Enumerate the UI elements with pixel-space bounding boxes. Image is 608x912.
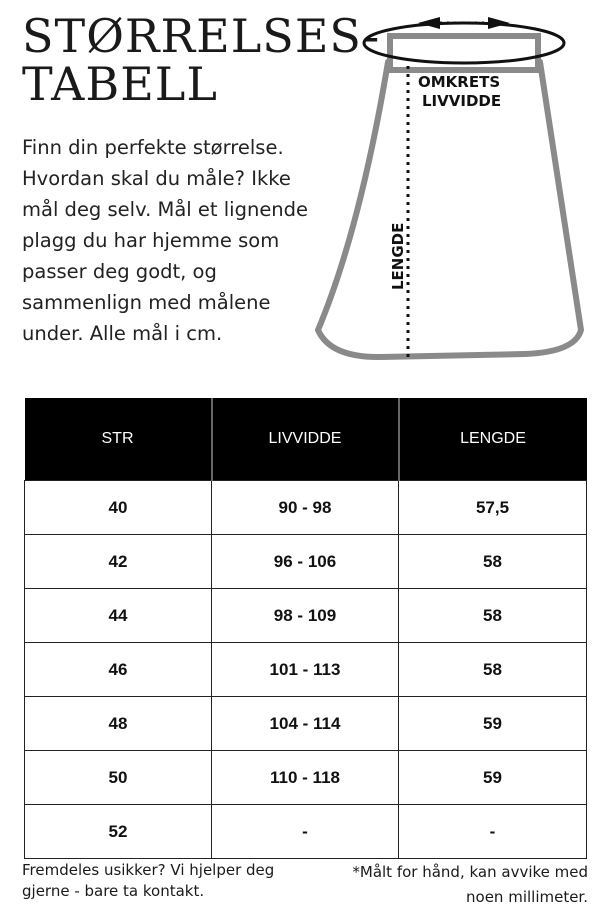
waistband — [390, 36, 538, 70]
intro-text: Finn din perfekte størrelse. Hvordan skal du måle? Ikke mål deg selv. Mål et lignende plagg du har hjemme som passer deg godt, og sammenlign med målene under. Alle mål i cm. — [22, 136, 309, 345]
cell-size: 46 — [25, 643, 212, 697]
cell-waist: 101 - 113 — [212, 643, 399, 697]
cell-size: 40 — [25, 481, 212, 535]
label-circumference: OMKRETS — [418, 73, 501, 91]
measurement-disclaimer: *Målt for hånd, kan avvike med noen millimeter. — [352, 863, 588, 906]
cell-length: 58 — [399, 589, 587, 643]
cell-size: 44 — [25, 589, 212, 643]
cell-length: - — [399, 805, 587, 859]
cell-waist: - — [212, 805, 399, 859]
header-size: STR — [25, 398, 212, 481]
cell-length: 59 — [399, 751, 587, 805]
table-row — [25, 697, 587, 751]
table-header-row — [25, 398, 587, 481]
table-row — [25, 535, 587, 589]
label-length: LENGDE — [389, 222, 407, 290]
page-title-line-2: TABELL — [22, 57, 218, 111]
cell-waist: 110 - 118 — [212, 751, 399, 805]
right-arrow-icon — [488, 17, 510, 29]
help-note: Fremdeles usikker? Vi hjelper deg gjerne - bare ta kontakt. — [22, 861, 275, 900]
cell-size: 52 — [25, 805, 212, 859]
table-row — [25, 481, 587, 535]
cell-length: 58 — [399, 535, 587, 589]
cell-length: 57,5 — [399, 481, 587, 535]
page-title-line-1: STØRRELSES- — [22, 9, 381, 63]
size-table — [24, 398, 587, 859]
header-length: LENGDE — [399, 398, 587, 481]
header-waist: LIVVIDDE — [212, 398, 399, 481]
cell-waist: 104 - 114 — [212, 697, 399, 751]
cell-size: 50 — [25, 751, 212, 805]
left-arrow-icon — [418, 17, 440, 29]
cell-length: 59 — [399, 697, 587, 751]
cell-size: 42 — [25, 535, 212, 589]
cell-length: 58 — [399, 643, 587, 697]
cell-waist: 96 - 106 — [212, 535, 399, 589]
cell-waist: 90 - 98 — [212, 481, 399, 535]
table-row — [25, 643, 587, 697]
label-waist: LIVVIDDE — [422, 92, 502, 110]
cell-waist: 98 - 109 — [212, 589, 399, 643]
cell-size: 48 — [25, 697, 212, 751]
skirt-illustration — [300, 0, 608, 370]
table-row — [25, 805, 587, 859]
table-row — [25, 751, 587, 805]
table-row — [25, 589, 587, 643]
